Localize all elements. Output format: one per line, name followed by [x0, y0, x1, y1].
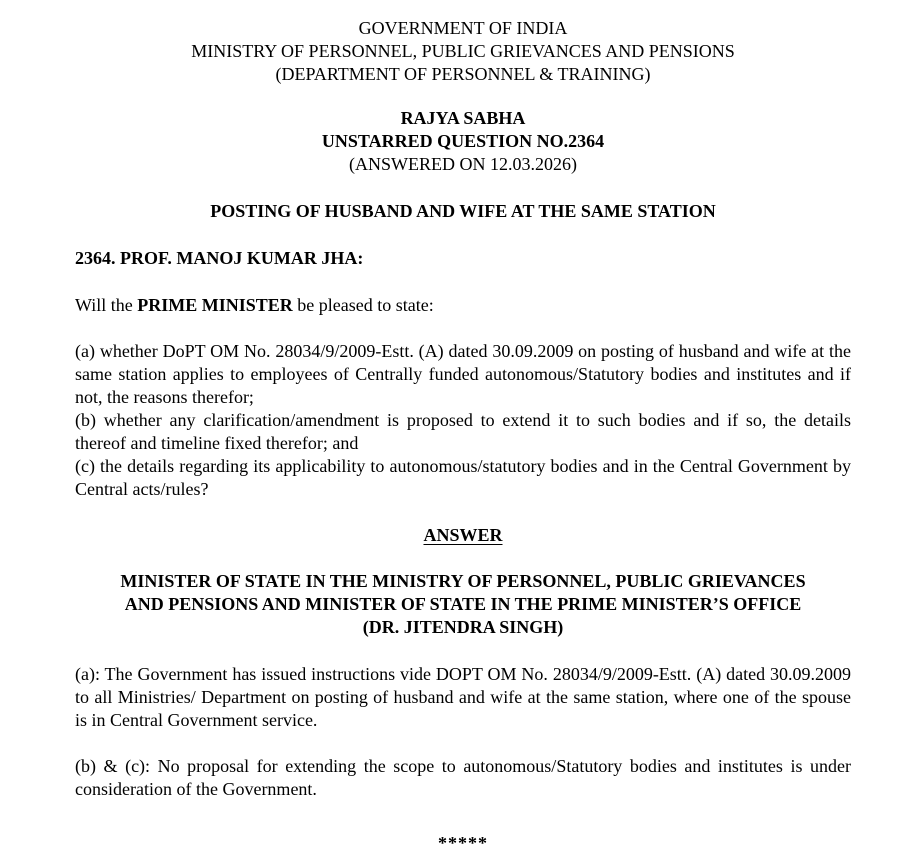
question-parts [75, 340, 851, 501]
answer-heading: ANSWER [423, 525, 503, 545]
will-state-line [75, 294, 851, 317]
ministry-header [75, 17, 851, 86]
member-name: 2364. PROF. MANOJ KUMAR JHA: [75, 248, 364, 268]
minister-line-2: AND PENSIONS AND MINISTER OF STATE IN THE PRIME MINISTER’S OFFICE [124, 594, 802, 614]
addressee: PRIME MINISTER [137, 295, 293, 315]
answer-part-a: (a): The Government has issued instructions vide DOPT OM No. 28034/9/2009-Estt. (A) dated 30.09.2009 to all Ministries/ Department on posting of husband and wife at the same station, where one of the spouse is in Central Government service. [75, 664, 851, 730]
ministry-name: MINISTRY OF PERSONNEL, PUBLIC GRIEVANCES AND PENSIONS [191, 41, 735, 61]
answer-part-bc: (b) & (c): No proposal for extending the scope to autonomous/Statutory bodies and institutes is under consideration of the Government. [75, 756, 851, 799]
question-subject: POSTING OF HUSBAND AND WIFE AT THE SAME STATION [210, 201, 716, 221]
question-part-b: (b) whether any clarification/amendment is proposed to extend it to such bodies and if so, the details thereof and timeline fixed therefor; and [75, 410, 851, 453]
will-state-prefix: Will the [75, 295, 138, 315]
government-title: GOVERNMENT OF INDIA [358, 18, 568, 38]
question-number: UNSTARRED QUESTION NO.2364 [321, 131, 605, 151]
minister-name: (DR. JITENDRA SINGH) [362, 617, 564, 637]
question-part-a: (a) whether DoPT OM No. 28034/9/2009-Estt. (A) dated 30.09.2009 on posting of husband and wife at the same station applies to employees of Centrally funded autonomous/Statutory bodies and institutes and if not, the reasons therefor; [75, 341, 851, 407]
answered-date: (ANSWERED ON 12.03.2026) [349, 154, 577, 174]
minister-designation [75, 570, 851, 639]
end-marker: ***** [438, 833, 488, 853]
document-page [75, 17, 851, 855]
question-part-c: (c) the details regarding its applicability to autonomous/statutory bodies and in the Central Government by Central acts/rules? [75, 456, 851, 499]
department-name: (DEPARTMENT OF PERSONNEL & TRAINING) [275, 64, 651, 84]
will-state-suffix: be pleased to state: [292, 295, 434, 315]
house-name: RAJYA SABHA [400, 108, 526, 128]
minister-line-1: MINISTER OF STATE IN THE MINISTRY OF PERSONNEL, PUBLIC GRIEVANCES [120, 571, 806, 591]
question-header [75, 107, 851, 176]
